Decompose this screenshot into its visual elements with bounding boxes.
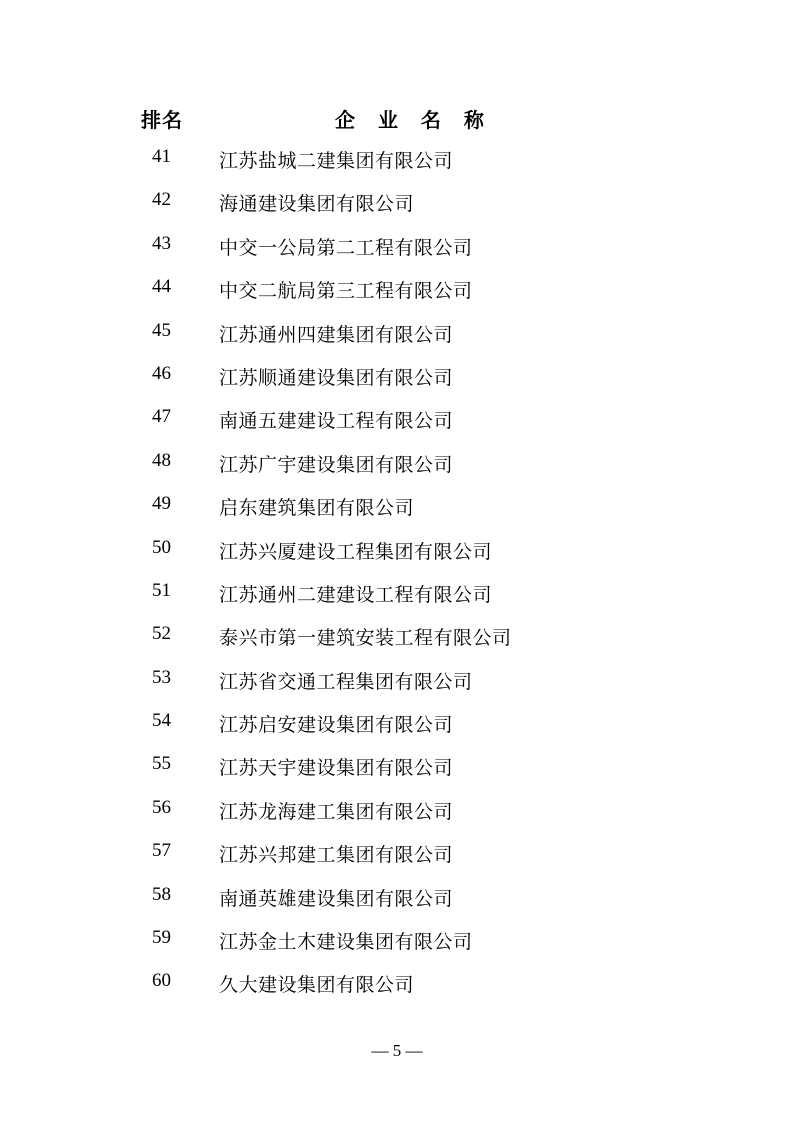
company-name-cell: 中交二航局第三工程有限公司	[219, 280, 473, 303]
company-name-cell: 江苏通州二建建设工程有限公司	[219, 583, 493, 606]
name-column-header: 企 业 名 称	[335, 108, 492, 132]
rank-cell: 47	[152, 406, 171, 428]
rank-cell: 59	[152, 927, 171, 949]
table-row	[0, 710, 794, 753]
company-name-cell: 南通英雄建设集团有限公司	[219, 887, 454, 910]
company-name-cell: 江苏天宇建设集团有限公司	[219, 757, 454, 780]
company-name-cell: 启东建筑集团有限公司	[219, 497, 415, 520]
table-row	[0, 363, 794, 406]
rank-cell: 58	[152, 883, 171, 905]
company-name-cell: 久大建设集团有限公司	[219, 974, 415, 997]
company-name-cell: 江苏通州四建集团有限公司	[219, 323, 454, 346]
ranking-list	[0, 146, 794, 1014]
table-header	[0, 104, 794, 134]
table-row	[0, 580, 794, 623]
table-row	[0, 406, 794, 449]
table-row	[0, 970, 794, 1013]
company-name-cell: 泰兴市第一建筑安装工程有限公司	[219, 627, 512, 650]
rank-cell: 57	[152, 840, 171, 862]
rank-cell: 49	[152, 493, 171, 515]
company-name-cell: 中交一公局第二工程有限公司	[219, 236, 473, 259]
rank-cell: 50	[152, 536, 171, 558]
company-name-cell: 江苏兴厦建设工程集团有限公司	[219, 540, 493, 563]
table-row	[0, 233, 794, 276]
company-name-cell: 江苏启安建设集团有限公司	[219, 714, 454, 737]
rank-cell: 54	[152, 710, 171, 732]
rank-cell: 53	[152, 666, 171, 688]
table-row	[0, 320, 794, 363]
company-name-cell: 江苏兴邦建工集团有限公司	[219, 844, 454, 867]
rank-cell: 41	[152, 146, 171, 167]
table-row	[0, 276, 794, 319]
table-row	[0, 667, 794, 710]
rank-cell: 42	[152, 189, 171, 211]
company-name-cell: 江苏盐城二建集团有限公司	[219, 150, 454, 172]
table-row	[0, 927, 794, 970]
rank-cell: 44	[152, 276, 171, 298]
table-row	[0, 450, 794, 493]
company-name-cell: 江苏广宇建设集团有限公司	[219, 453, 454, 476]
rank-cell: 45	[152, 319, 171, 341]
table-row	[0, 884, 794, 927]
rank-cell: 48	[152, 449, 171, 471]
rank-cell: 56	[152, 796, 171, 818]
rank-cell: 43	[152, 232, 171, 254]
company-name-cell: 江苏顺通建设集团有限公司	[219, 366, 454, 389]
rank-cell: 55	[152, 753, 171, 775]
table-row	[0, 189, 794, 232]
rank-cell: 52	[152, 623, 171, 645]
company-name-cell: 江苏金土木建设集团有限公司	[219, 931, 473, 954]
table-row	[0, 623, 794, 666]
table-row	[0, 753, 794, 796]
page-number: — 5 —	[371, 1041, 423, 1060]
table-row	[0, 537, 794, 580]
company-name-cell: 海通建设集团有限公司	[219, 193, 415, 216]
table-row	[0, 797, 794, 840]
company-name-cell: 南通五建建设工程有限公司	[219, 410, 454, 433]
table-row	[0, 146, 794, 189]
rank-cell: 46	[152, 362, 171, 384]
table-row	[0, 840, 794, 883]
rank-column-header: 排名	[141, 108, 183, 132]
company-name-cell: 江苏省交通工程集团有限公司	[219, 670, 473, 693]
company-name-cell: 江苏龙海建工集团有限公司	[219, 800, 454, 823]
rank-cell: 51	[152, 579, 171, 601]
rank-cell: 60	[152, 970, 171, 992]
table-row	[0, 493, 794, 536]
